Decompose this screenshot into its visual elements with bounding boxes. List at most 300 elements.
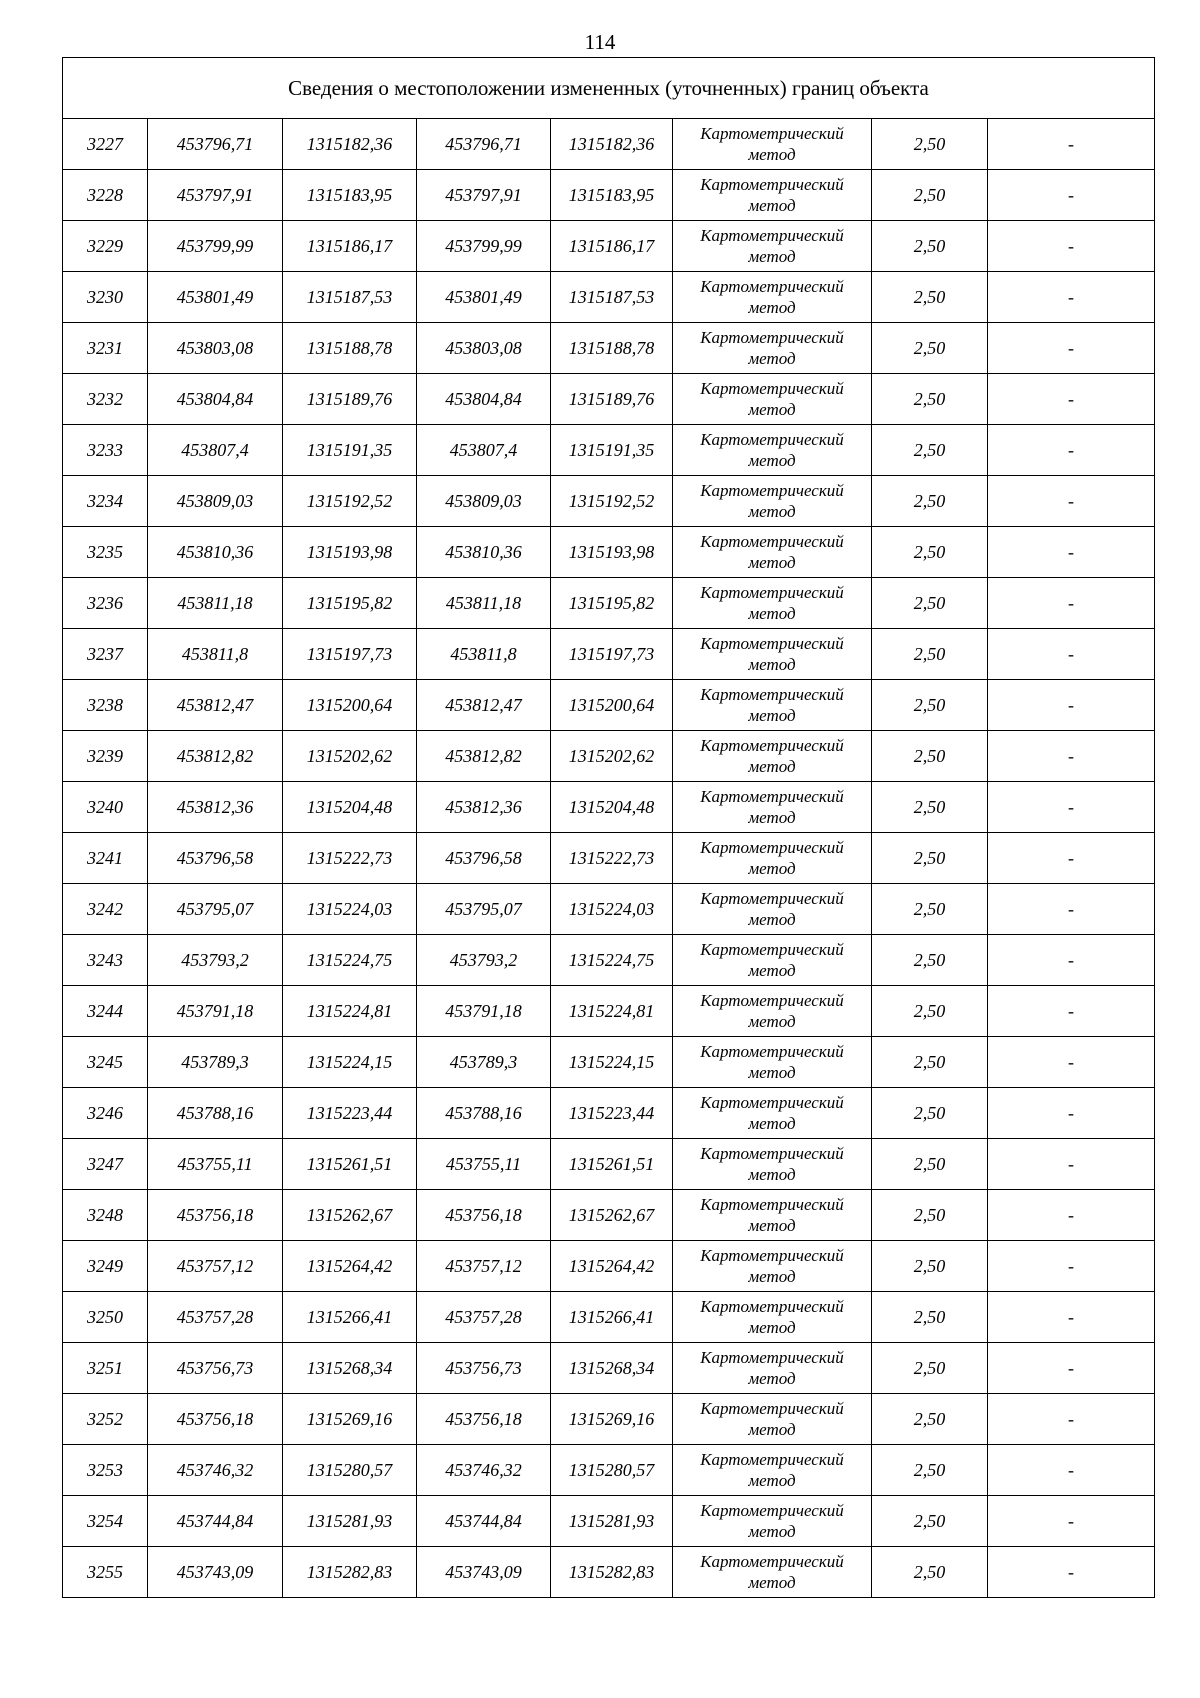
x-new-cell: 453757,28 [417, 1292, 551, 1343]
method-cell [673, 1394, 872, 1445]
table-row [63, 323, 1155, 374]
method-label-line1: Картометрический [700, 736, 844, 755]
x-old-cell: 453756,18 [148, 1190, 283, 1241]
x-old-cell: 453811,8 [148, 629, 283, 680]
table-row [63, 1292, 1155, 1343]
x-new-cell: 453796,58 [417, 833, 551, 884]
x-old-cell: 453801,49 [148, 272, 283, 323]
point-number-cell: 3242 [63, 884, 148, 935]
method-cell [673, 221, 872, 272]
x-old-cell: 453797,91 [148, 170, 283, 221]
table-row [63, 935, 1155, 986]
method-label-line2: метод [748, 961, 796, 980]
accuracy-cell: 2,50 [872, 833, 988, 884]
y-new-cell: 1315195,82 [551, 578, 673, 629]
x-new-cell: 453811,18 [417, 578, 551, 629]
y-old-cell: 1315280,57 [283, 1445, 417, 1496]
note-cell: - [988, 629, 1155, 680]
point-number-cell: 3234 [63, 476, 148, 527]
y-old-cell: 1315224,03 [283, 884, 417, 935]
x-old-cell: 453812,47 [148, 680, 283, 731]
y-new-cell: 1315262,67 [551, 1190, 673, 1241]
method-label-line1: Картометрический [700, 940, 844, 959]
method-label-line1: Картометрический [700, 1348, 844, 1367]
y-old-cell: 1315182,36 [283, 119, 417, 170]
method-label-line1: Картометрический [700, 1195, 844, 1214]
method-label-line2: метод [748, 502, 796, 521]
method-cell [673, 119, 872, 170]
method-cell [673, 476, 872, 527]
point-number-cell: 3247 [63, 1139, 148, 1190]
accuracy-cell: 2,50 [872, 374, 988, 425]
y-new-cell: 1315202,62 [551, 731, 673, 782]
x-new-cell: 453799,99 [417, 221, 551, 272]
note-cell: - [988, 425, 1155, 476]
method-label-line2: метод [748, 196, 796, 215]
y-old-cell: 1315281,93 [283, 1496, 417, 1547]
x-new-cell: 453796,71 [417, 119, 551, 170]
method-label-line2: метод [748, 1216, 796, 1235]
y-new-cell: 1315268,34 [551, 1343, 673, 1394]
method-label-line2: метод [748, 1267, 796, 1286]
accuracy-cell: 2,50 [872, 170, 988, 221]
y-old-cell: 1315264,42 [283, 1241, 417, 1292]
method-cell [673, 782, 872, 833]
y-new-cell: 1315261,51 [551, 1139, 673, 1190]
method-cell [673, 884, 872, 935]
method-label-line2: метод [748, 247, 796, 266]
table-row [63, 1547, 1155, 1598]
y-old-cell: 1315189,76 [283, 374, 417, 425]
y-new-cell: 1315280,57 [551, 1445, 673, 1496]
method-label-line1: Картометрический [700, 532, 844, 551]
note-cell: - [988, 731, 1155, 782]
method-cell [673, 935, 872, 986]
method-label-line1: Картометрический [700, 379, 844, 398]
table-row [63, 425, 1155, 476]
y-new-cell: 1315182,36 [551, 119, 673, 170]
method-label-line1: Картометрический [700, 226, 844, 245]
method-label-line2: метод [748, 1522, 796, 1541]
table-row [63, 1037, 1155, 1088]
x-new-cell: 453797,91 [417, 170, 551, 221]
method-label-line2: метод [748, 1114, 796, 1133]
point-number-cell: 3227 [63, 119, 148, 170]
x-old-cell: 453755,11 [148, 1139, 283, 1190]
point-number-cell: 3232 [63, 374, 148, 425]
point-number-cell: 3239 [63, 731, 148, 782]
accuracy-cell: 2,50 [872, 1139, 988, 1190]
method-cell [673, 1190, 872, 1241]
method-label-line1: Картометрический [700, 1399, 844, 1418]
x-old-cell: 453812,82 [148, 731, 283, 782]
x-old-cell: 453757,12 [148, 1241, 283, 1292]
accuracy-cell: 2,50 [872, 1547, 988, 1598]
y-old-cell: 1315268,34 [283, 1343, 417, 1394]
accuracy-cell: 2,50 [872, 476, 988, 527]
method-label-line2: метод [748, 1573, 796, 1592]
table-row [63, 1088, 1155, 1139]
y-new-cell: 1315224,15 [551, 1037, 673, 1088]
point-number-cell: 3228 [63, 170, 148, 221]
page-number: 114 [584, 30, 616, 54]
x-new-cell: 453789,3 [417, 1037, 551, 1088]
method-label-line1: Картометрический [700, 1042, 844, 1061]
point-number-cell: 3254 [63, 1496, 148, 1547]
method-cell [673, 1037, 872, 1088]
method-cell [673, 1088, 872, 1139]
y-new-cell: 1315186,17 [551, 221, 673, 272]
method-cell [673, 272, 872, 323]
y-new-cell: 1315224,81 [551, 986, 673, 1037]
y-new-cell: 1315222,73 [551, 833, 673, 884]
point-number-cell: 3255 [63, 1547, 148, 1598]
table-row [63, 1241, 1155, 1292]
method-cell [673, 731, 872, 782]
method-label-line2: метод [748, 451, 796, 470]
note-cell: - [988, 1139, 1155, 1190]
method-label-line1: Картометрический [700, 583, 844, 602]
x-new-cell: 453756,18 [417, 1190, 551, 1241]
x-new-cell: 453791,18 [417, 986, 551, 1037]
method-label-line1: Картометрический [700, 328, 844, 347]
note-cell: - [988, 1496, 1155, 1547]
accuracy-cell: 2,50 [872, 986, 988, 1037]
method-label-line2: метод [748, 808, 796, 827]
table-row [63, 629, 1155, 680]
y-new-cell: 1315192,52 [551, 476, 673, 527]
note-cell: - [988, 119, 1155, 170]
method-label-line2: метод [748, 1471, 796, 1490]
y-old-cell: 1315197,73 [283, 629, 417, 680]
y-new-cell: 1315193,98 [551, 527, 673, 578]
method-label-line1: Картометрический [700, 1144, 844, 1163]
method-label-line1: Картометрический [700, 1297, 844, 1316]
y-new-cell: 1315282,83 [551, 1547, 673, 1598]
x-new-cell: 453803,08 [417, 323, 551, 374]
method-cell [673, 527, 872, 578]
x-old-cell: 453756,73 [148, 1343, 283, 1394]
method-label-line2: метод [748, 1369, 796, 1388]
x-new-cell: 453755,11 [417, 1139, 551, 1190]
x-new-cell: 453812,82 [417, 731, 551, 782]
x-old-cell: 453809,03 [148, 476, 283, 527]
method-cell [673, 425, 872, 476]
y-old-cell: 1315222,73 [283, 833, 417, 884]
y-old-cell: 1315187,53 [283, 272, 417, 323]
y-old-cell: 1315262,67 [283, 1190, 417, 1241]
x-old-cell: 453756,18 [148, 1394, 283, 1445]
method-cell [673, 374, 872, 425]
table-row [63, 578, 1155, 629]
method-label-line2: метод [748, 655, 796, 674]
x-new-cell: 453793,2 [417, 935, 551, 986]
note-cell: - [988, 1037, 1155, 1088]
method-label-line2: метод [748, 706, 796, 725]
x-old-cell: 453810,36 [148, 527, 283, 578]
table-row [63, 476, 1155, 527]
method-label-line1: Картометрический [700, 685, 844, 704]
method-label-line1: Картометрический [700, 124, 844, 143]
x-old-cell: 453796,71 [148, 119, 283, 170]
table-row [63, 221, 1155, 272]
method-label-line1: Картометрический [700, 175, 844, 194]
method-label-line2: метод [748, 553, 796, 572]
accuracy-cell: 2,50 [872, 1343, 988, 1394]
point-number-cell: 3236 [63, 578, 148, 629]
x-new-cell: 453809,03 [417, 476, 551, 527]
y-new-cell: 1315269,16 [551, 1394, 673, 1445]
note-cell: - [988, 578, 1155, 629]
point-number-cell: 3238 [63, 680, 148, 731]
method-label-line1: Картометрический [700, 1246, 844, 1265]
method-label-line2: метод [748, 400, 796, 419]
point-number-cell: 3253 [63, 1445, 148, 1496]
x-new-cell: 453812,36 [417, 782, 551, 833]
y-old-cell: 1315224,15 [283, 1037, 417, 1088]
note-cell: - [988, 1190, 1155, 1241]
x-old-cell: 453795,07 [148, 884, 283, 935]
note-cell: - [988, 374, 1155, 425]
accuracy-cell: 2,50 [872, 1445, 988, 1496]
note-cell: - [988, 323, 1155, 374]
accuracy-cell: 2,50 [872, 323, 988, 374]
y-new-cell: 1315197,73 [551, 629, 673, 680]
method-label-line2: метод [748, 859, 796, 878]
y-old-cell: 1315261,51 [283, 1139, 417, 1190]
table-row [63, 1343, 1155, 1394]
method-label-line1: Картометрический [700, 787, 844, 806]
y-new-cell: 1315189,76 [551, 374, 673, 425]
point-number-cell: 3248 [63, 1190, 148, 1241]
point-number-cell: 3252 [63, 1394, 148, 1445]
y-old-cell: 1315191,35 [283, 425, 417, 476]
method-label-line2: метод [748, 298, 796, 317]
y-old-cell: 1315224,81 [283, 986, 417, 1037]
point-number-cell: 3229 [63, 221, 148, 272]
method-label-line1: Картометрический [700, 889, 844, 908]
accuracy-cell: 2,50 [872, 629, 988, 680]
y-old-cell: 1315202,62 [283, 731, 417, 782]
x-new-cell: 453795,07 [417, 884, 551, 935]
y-old-cell: 1315223,44 [283, 1088, 417, 1139]
y-new-cell: 1315223,44 [551, 1088, 673, 1139]
table-title: Сведения о местоположении измененных (уточненных) границ объекта [63, 58, 1155, 119]
y-new-cell: 1315281,93 [551, 1496, 673, 1547]
y-new-cell: 1315183,95 [551, 170, 673, 221]
x-old-cell: 453812,36 [148, 782, 283, 833]
note-cell: - [988, 986, 1155, 1037]
method-label-line2: метод [748, 145, 796, 164]
x-new-cell: 453804,84 [417, 374, 551, 425]
x-old-cell: 453788,16 [148, 1088, 283, 1139]
method-label-line2: метод [748, 349, 796, 368]
point-number-cell: 3249 [63, 1241, 148, 1292]
method-cell [673, 170, 872, 221]
method-label-line1: Картометрический [700, 430, 844, 449]
accuracy-cell: 2,50 [872, 425, 988, 476]
x-new-cell: 453807,4 [417, 425, 551, 476]
x-new-cell: 453810,36 [417, 527, 551, 578]
point-number-cell: 3244 [63, 986, 148, 1037]
x-old-cell: 453799,99 [148, 221, 283, 272]
x-new-cell: 453811,8 [417, 629, 551, 680]
method-cell [673, 1139, 872, 1190]
x-new-cell: 453743,09 [417, 1547, 551, 1598]
y-new-cell: 1315224,75 [551, 935, 673, 986]
table-row [63, 986, 1155, 1037]
accuracy-cell: 2,50 [872, 527, 988, 578]
y-old-cell: 1315193,98 [283, 527, 417, 578]
x-old-cell: 453744,84 [148, 1496, 283, 1547]
method-cell [673, 680, 872, 731]
method-cell [673, 629, 872, 680]
y-old-cell: 1315282,83 [283, 1547, 417, 1598]
y-old-cell: 1315195,82 [283, 578, 417, 629]
accuracy-cell: 2,50 [872, 1088, 988, 1139]
table-row [63, 833, 1155, 884]
accuracy-cell: 2,50 [872, 1394, 988, 1445]
accuracy-cell: 2,50 [872, 1037, 988, 1088]
method-cell [673, 323, 872, 374]
table-row [63, 1496, 1155, 1547]
method-label-line2: метод [748, 1165, 796, 1184]
point-number-cell: 3245 [63, 1037, 148, 1088]
method-label-line2: метод [748, 1318, 796, 1337]
boundary-coordinates-table [62, 57, 1155, 1598]
method-label-line2: метод [748, 604, 796, 623]
y-old-cell: 1315204,48 [283, 782, 417, 833]
method-cell [673, 1496, 872, 1547]
x-old-cell: 453791,18 [148, 986, 283, 1037]
y-old-cell: 1315188,78 [283, 323, 417, 374]
table-row [63, 884, 1155, 935]
method-label-line2: метод [748, 1012, 796, 1031]
x-new-cell: 453801,49 [417, 272, 551, 323]
x-old-cell: 453746,32 [148, 1445, 283, 1496]
accuracy-cell: 2,50 [872, 272, 988, 323]
method-label-line1: Картометрический [700, 1501, 844, 1520]
x-new-cell: 453746,32 [417, 1445, 551, 1496]
accuracy-cell: 2,50 [872, 680, 988, 731]
y-old-cell: 1315200,64 [283, 680, 417, 731]
method-cell [673, 1343, 872, 1394]
note-cell: - [988, 884, 1155, 935]
note-cell: - [988, 1445, 1155, 1496]
table-row [63, 527, 1155, 578]
y-old-cell: 1315266,41 [283, 1292, 417, 1343]
note-cell: - [988, 782, 1155, 833]
x-old-cell: 453793,2 [148, 935, 283, 986]
point-number-cell: 3241 [63, 833, 148, 884]
method-label-line2: метод [748, 1420, 796, 1439]
method-label-line1: Картометрический [700, 838, 844, 857]
x-new-cell: 453788,16 [417, 1088, 551, 1139]
table-row [63, 374, 1155, 425]
method-cell [673, 1547, 872, 1598]
y-new-cell: 1315224,03 [551, 884, 673, 935]
point-number-cell: 3237 [63, 629, 148, 680]
point-number-cell: 3235 [63, 527, 148, 578]
method-cell [673, 1292, 872, 1343]
y-old-cell: 1315224,75 [283, 935, 417, 986]
note-cell: - [988, 527, 1155, 578]
y-old-cell: 1315186,17 [283, 221, 417, 272]
note-cell: - [988, 1241, 1155, 1292]
note-cell: - [988, 1394, 1155, 1445]
table-row [63, 680, 1155, 731]
accuracy-cell: 2,50 [872, 1292, 988, 1343]
note-cell: - [988, 1343, 1155, 1394]
x-old-cell: 453803,08 [148, 323, 283, 374]
method-label-line1: Картометрический [700, 1093, 844, 1112]
accuracy-cell: 2,50 [872, 1241, 988, 1292]
x-old-cell: 453796,58 [148, 833, 283, 884]
x-new-cell: 453744,84 [417, 1496, 551, 1547]
note-cell: - [988, 272, 1155, 323]
method-label-line1: Картометрический [700, 991, 844, 1010]
point-number-cell: 3251 [63, 1343, 148, 1394]
method-cell [673, 833, 872, 884]
note-cell: - [988, 476, 1155, 527]
point-number-cell: 3240 [63, 782, 148, 833]
method-label-line1: Картометрический [700, 634, 844, 653]
x-old-cell: 453757,28 [148, 1292, 283, 1343]
method-label-line1: Картометрический [700, 1450, 844, 1469]
note-cell: - [988, 833, 1155, 884]
x-old-cell: 453789,3 [148, 1037, 283, 1088]
point-number-cell: 3233 [63, 425, 148, 476]
x-old-cell: 453807,4 [148, 425, 283, 476]
method-cell [673, 578, 872, 629]
table-row [63, 272, 1155, 323]
accuracy-cell: 2,50 [872, 578, 988, 629]
accuracy-cell: 2,50 [872, 935, 988, 986]
accuracy-cell: 2,50 [872, 1496, 988, 1547]
method-label-line2: метод [748, 910, 796, 929]
table-row [63, 119, 1155, 170]
method-cell [673, 986, 872, 1037]
x-old-cell: 453811,18 [148, 578, 283, 629]
accuracy-cell: 2,50 [872, 731, 988, 782]
method-label-line1: Картометрический [700, 481, 844, 500]
y-new-cell: 1315204,48 [551, 782, 673, 833]
note-cell: - [988, 1088, 1155, 1139]
y-new-cell: 1315264,42 [551, 1241, 673, 1292]
table-row [63, 782, 1155, 833]
table-row [63, 1139, 1155, 1190]
point-number-cell: 3243 [63, 935, 148, 986]
method-label-line1: Картометрический [700, 1552, 844, 1571]
table-row [63, 1445, 1155, 1496]
note-cell: - [988, 221, 1155, 272]
table-title-row [63, 58, 1155, 119]
y-old-cell: 1315269,16 [283, 1394, 417, 1445]
x-new-cell: 453757,12 [417, 1241, 551, 1292]
x-new-cell: 453756,18 [417, 1394, 551, 1445]
y-new-cell: 1315191,35 [551, 425, 673, 476]
note-cell: - [988, 1547, 1155, 1598]
method-label-line2: метод [748, 757, 796, 776]
x-new-cell: 453756,73 [417, 1343, 551, 1394]
table-row [63, 1190, 1155, 1241]
note-cell: - [988, 1292, 1155, 1343]
accuracy-cell: 2,50 [872, 782, 988, 833]
point-number-cell: 3250 [63, 1292, 148, 1343]
accuracy-cell: 2,50 [872, 1190, 988, 1241]
y-new-cell: 1315200,64 [551, 680, 673, 731]
accuracy-cell: 2,50 [872, 221, 988, 272]
